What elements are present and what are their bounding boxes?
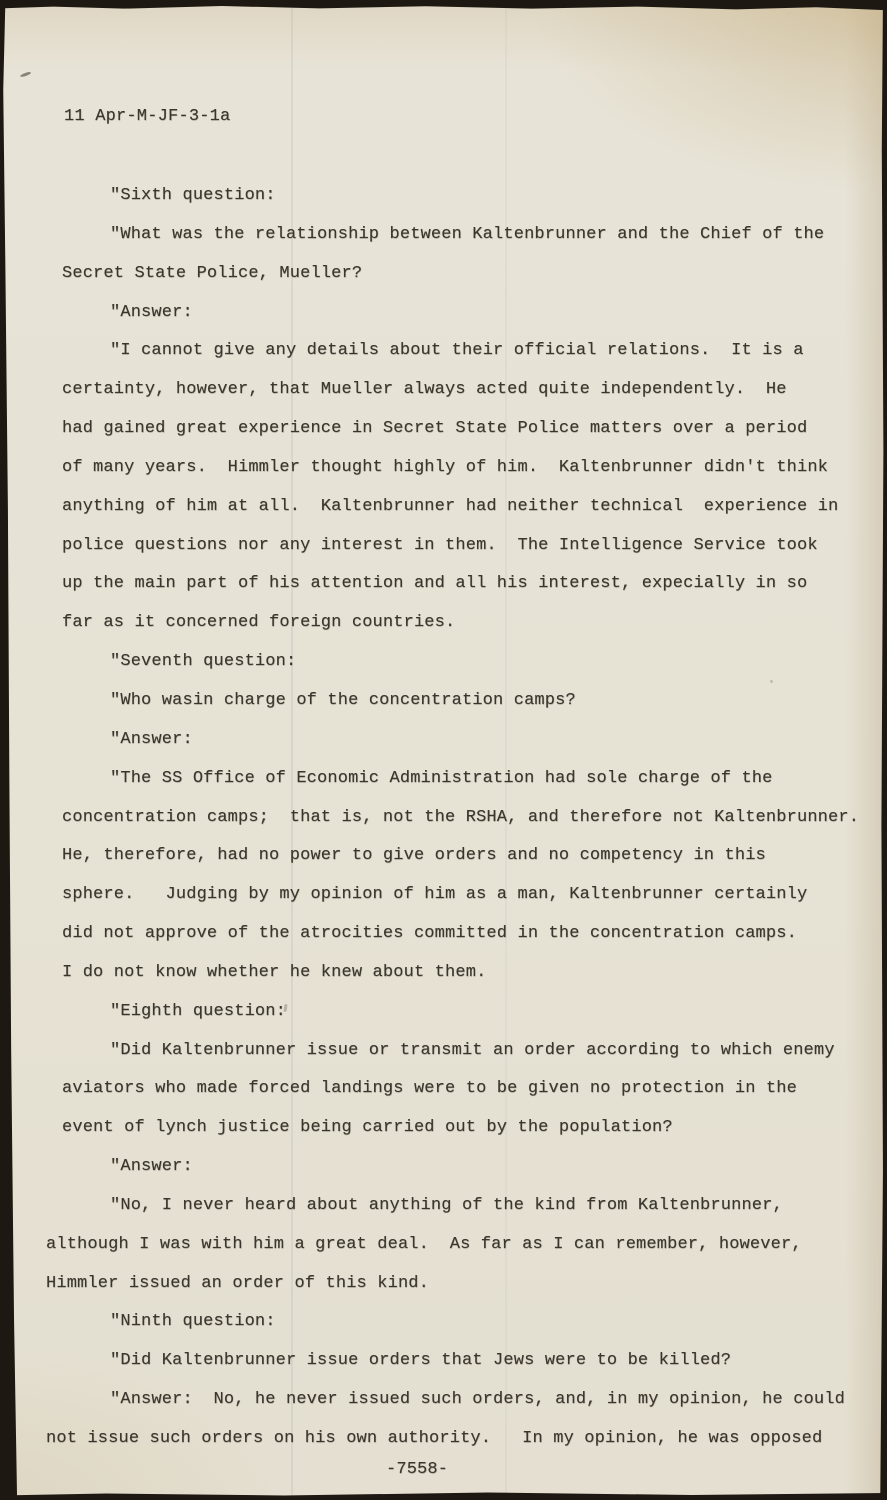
document-line: event of lynch justice being carried out by the population? xyxy=(62,1118,673,1138)
document-line: "Answer: xyxy=(110,729,193,749)
document-id-label: 11 Apr-M-JF-3-1a xyxy=(64,107,231,126)
document-line: "Did Kaltenbrunner issue or transmit an order according to which enemy xyxy=(110,1040,835,1060)
page-number: -7558- xyxy=(386,1459,449,1479)
document-line: certainty, however, that Mueller always acted quite independently. He xyxy=(62,380,787,400)
document-line: "Did Kaltenbrunner issue orders that Jews were to be killed? xyxy=(110,1351,732,1371)
document-line: of many years. Himmler thought highly of him. Kaltenbrunner didn't think xyxy=(62,457,829,477)
document-line: Secret State Police, Mueller? xyxy=(62,263,363,283)
document-body xyxy=(0,186,887,1499)
document-line: sphere. Judging by my opinion of him as a man, Kaltenbrunner certainly xyxy=(62,885,808,905)
scan-edge-top xyxy=(0,0,887,12)
document-line: although I was with him a great deal. As far as I can remember, however, xyxy=(46,1234,802,1254)
document-line: "What was the relationship between Kaltenbrunner and the Chief of the xyxy=(110,224,825,244)
document-line: "The SS Office of Economic Administration had sole charge of the xyxy=(110,768,773,788)
document-line: "Seventh question: xyxy=(110,652,297,672)
document-line: "Answer: No, he never issued such orders, and, in my opinion, he could xyxy=(110,1390,845,1410)
document-line: "Answer: xyxy=(110,1157,193,1177)
document-line: Himmler issued an order of this kind. xyxy=(46,1273,430,1293)
document-line: did not approve of the atrocities committed in the concentration camps. xyxy=(62,924,797,944)
document-line: "Who wasin charge of the concentration camps? xyxy=(110,690,576,710)
document-line: I do not know whether he knew about them. xyxy=(62,962,487,982)
document-line: far as it concerned foreign countries. xyxy=(62,613,456,633)
document-line: "I cannot give any details about their official relations. It is a xyxy=(110,341,804,361)
document-line: "Sixth question: xyxy=(110,186,276,205)
document-line: "No, I never heard about anything of the kind from Kaltenbrunner, xyxy=(110,1195,783,1215)
document-line: "Eighth question: xyxy=(110,1001,286,1021)
document-line: had gained great experience in Secret State Police matters over a period xyxy=(62,419,808,439)
document-line: "Answer: xyxy=(110,302,193,322)
document-line: not issue such orders on his own authority. In my opinion, he was opposed xyxy=(46,1429,823,1448)
document-line: anything of him at all. Kaltenbrunner had neither technical experience in xyxy=(62,496,839,516)
document-line: aviators who made forced landings were to be given no protection in the xyxy=(62,1079,797,1099)
document-line: up the main part of his attention and all his interest, expecially in so xyxy=(62,574,808,594)
document-line: He, therefore, had no power to give orders and no competency in this xyxy=(62,846,766,866)
document-line: police questions nor any interest in them. The Intelligence Service took xyxy=(62,535,818,555)
document-line: "Ninth question: xyxy=(110,1312,276,1332)
document-line: concentration camps; that is, not the RSHA, and therefore not Kaltenbrunner. xyxy=(62,807,860,827)
scan-speck xyxy=(20,71,31,77)
